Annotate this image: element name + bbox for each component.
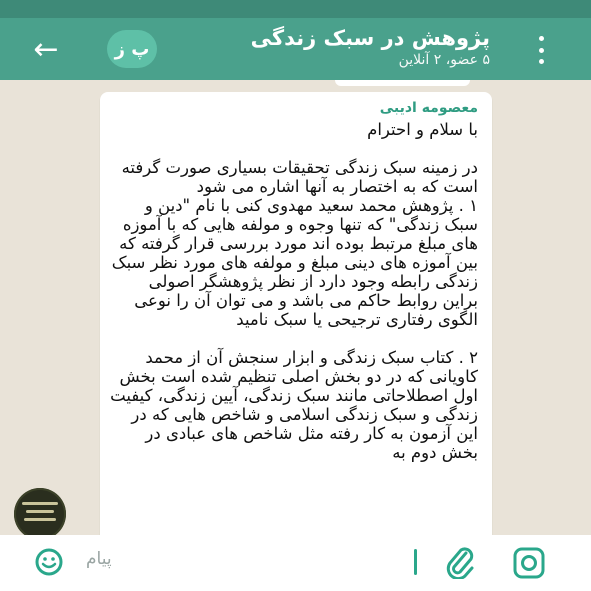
chat-area[interactable] bbox=[0, 80, 591, 535]
status-bar bbox=[0, 0, 591, 18]
avatar[interactable]: پ ز bbox=[107, 30, 157, 68]
text-cursor bbox=[414, 549, 417, 575]
message-bubble[interactable] bbox=[100, 92, 492, 535]
chat-title-block[interactable] bbox=[190, 26, 490, 68]
arrow-left-icon[interactable]: ← bbox=[33, 32, 59, 67]
previous-message bbox=[335, 80, 470, 86]
camera-icon[interactable] bbox=[512, 546, 546, 580]
chat-subtitle: ۵ عضو، ۲ آنلاین bbox=[398, 52, 490, 68]
sender-avatar[interactable] bbox=[14, 488, 66, 535]
composer-bar bbox=[0, 535, 591, 591]
message-paragraph: با سلام و احترام bbox=[367, 120, 478, 139]
message-paragraph: ۲ . کتاب سبک زندگی و ابزار سنجش آن از محمد کاویانی که در دو بخش اصلی تنظیم شده است بخش اول اصطلاحاتی مانند سبک زندگی، آیین زندگی، کیفیت زندگی و سبک زندگی اسلامی و شاخص هایی که در این آزمون به کار رفته مثل شاخص های عبادی در بخش دوم به bbox=[110, 348, 478, 462]
emoji-icon[interactable] bbox=[34, 547, 64, 577]
chat-title: پژوهش در سبک زندگی bbox=[250, 26, 490, 50]
vertical-dots-icon[interactable] bbox=[531, 36, 551, 64]
paperclip-icon[interactable] bbox=[444, 545, 476, 579]
message-sender: معصومه ادیبی bbox=[379, 100, 478, 116]
message-paragraph: در زمینه سبک زندگی تحقیقات بسیاری صورت گرفته است که به اختصار به آنها اشاره می شود ۱ . پژوهش محمد سعید مهدوی کنی با نام "دین و سبک زندگی" که تنها وجوه و مولفه هایی که با آموزه های مبلغ مرتبط بوده اند مورد بررسی قرار گرفته که بین آموزه های دینی مبلغ و مولفه های مورد نظر سبک زندگی رابطه وجود دارد از نظر پژوهشگر اصولی براین روابط حاکم می باشد و می توان آن را نوعی الگوی رفتاری ترجیحی یا سبک نامید bbox=[111, 158, 478, 329]
app-bar bbox=[0, 18, 591, 80]
message-body bbox=[110, 120, 478, 462]
message-input[interactable]: پیام bbox=[86, 549, 112, 569]
